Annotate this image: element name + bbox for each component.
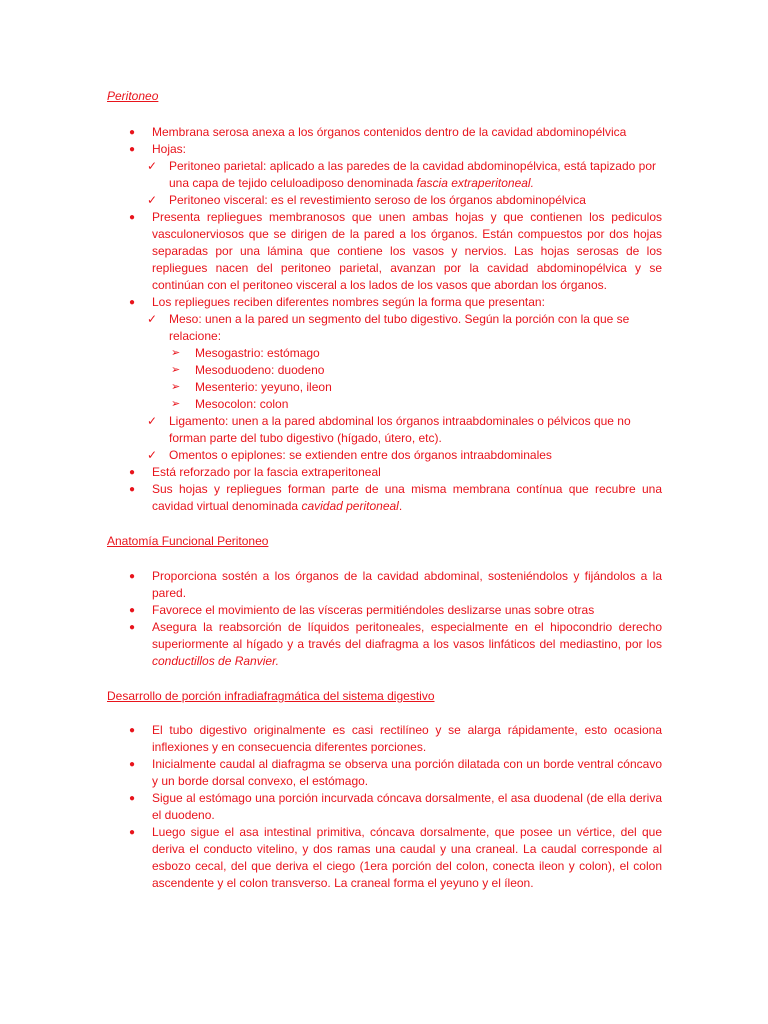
list-item: ● Está reforzado por la fascia extraperitoneal: [129, 465, 381, 479]
list-item: ● Proporciona sostén a los órganos de la cavidad abdominal, sosteniéndolos y fijándolos a la pared.: [129, 569, 662, 600]
bullet-icon: ●: [129, 127, 136, 138]
list-item: ● Sigue al estómago una porción incurvada cóncava dorsalmente, el asa duodenal (de ella deriva el duodeno.: [129, 791, 662, 822]
list-item: ● El tubo digestivo originalmente es casi rectilíneo y se alarga rápidamente, esto ocasiona inflexiones y en consecuencia diferentes porciones.: [129, 723, 662, 754]
arrow-icon: ➢: [171, 347, 181, 359]
desarrollo-list: [107, 722, 662, 892]
sub-list-item: ✓ Omentos o epiplones: se extienden entre dos órganos intraabdominales: [147, 448, 552, 462]
list-item: ● Asegura la reabsorción de líquidos peritoneales, especialmente en el hipocondrio derecho superiormente al hígado y a través del diafragma a los vasos linfáticos del mediastino, por los conductillos de Ranvier.: [129, 620, 662, 668]
check-icon: ✓: [147, 159, 158, 173]
check-icon: ✓: [147, 193, 158, 207]
list-item: ● Luego sigue el asa intestinal primitiva, cóncava dorsalmente, que posee un vértice, del que deriva el conducto vitelino, y dos ramas una caudal y una craneal. La caudal corresponde al esbozo cecal, del que deriva el ciego (1era porción del colon, conecta ileon y colon), el colon ascendente y el colon transverso. La craneal forma el yeyuno y el íleon.: [129, 825, 662, 890]
list-item: ● Los repliegues reciben diferentes nombres según la forma que presentan:: [129, 295, 545, 309]
list-item: ● Presenta repliegues membranosos que unen ambas hojas y que contienen los pediculos vasculonerviosos que se dirigen de la pared a los órganos. Están compuestos por dos hojas separadas por una lámina que contiene los vasos y nervios. Las hojas serosas de los repliegues nacen del peritoneo parietal, avanzan por la cavidad abdominopélvica y se continúan con el peritoneo visceral a los lados de los vasos que abordan los órganos.: [129, 210, 662, 292]
bullet-icon: ●: [129, 622, 136, 633]
bullet-icon: ●: [129, 793, 136, 804]
bullet-icon: ●: [129, 484, 136, 495]
sub-list-item: ✓ Peritoneo visceral: es el revestimiento seroso de los órganos abdominopélvica: [147, 193, 586, 207]
check-icon: ✓: [147, 312, 158, 326]
sub-sub-list-item: ➢ Mesenterio: yeyuno, ileon: [171, 380, 332, 394]
sub-sub-list-item: ➢ Mesocolon: colon: [171, 397, 289, 411]
section-heading-peritoneo: Peritoneo: [107, 89, 159, 103]
list-item: ● Membrana serosa anexa a los órganos contenidos dentro de la cavidad abdominopélvica: [129, 125, 627, 139]
peritoneo-list: [107, 124, 662, 515]
list-item: ● Sus hojas y repliegues forman parte de una misma membrana contínua que recubre una cavidad virtual denominada cavidad peritoneal.: [129, 482, 662, 513]
sub-sub-list-item: ➢ Mesogastrio: estómago: [171, 346, 320, 360]
check-icon: ✓: [147, 448, 158, 462]
section-heading-desarrollo: Desarrollo de porción infradiafragmática del sistema digestivo: [107, 689, 435, 703]
sub-sub-list-item: ➢ Mesoduodeno: duodeno: [171, 363, 325, 377]
sub-list-item: ✓ Ligamento: unen a la pared abdominal los órganos intraabdominales o pélvicos que no forman parte del tubo digestivo (hígado, útero, etc).: [147, 414, 631, 445]
arrow-icon: ➢: [171, 364, 181, 376]
bullet-icon: ●: [129, 605, 136, 616]
arrow-icon: ➢: [171, 398, 181, 410]
anatomia-funcional-list: [107, 568, 662, 670]
bullet-icon: ●: [129, 827, 136, 838]
bullet-icon: ●: [129, 144, 136, 155]
bullet-icon: ●: [129, 571, 136, 582]
bullet-icon: ●: [129, 212, 136, 223]
sub-list-item: ✓ Peritoneo parietal: aplicado a las paredes de la cavidad abdominopélvica, está tapizado por una capa de tejido celuloadiposo denominada fascia extraperitoneal.: [147, 159, 656, 190]
sub-list-item: ✓ Meso: unen a la pared un segmento del tubo digestivo. Según la porción con la que se relacione:: [147, 312, 630, 343]
bullet-icon: ●: [129, 725, 136, 736]
list-item: ● Inicialmente caudal al diafragma se observa una porción dilatada con un borde ventral cóncavo y un borde dorsal convexo, el estómago.: [129, 757, 662, 788]
list-item: ● Favorece el movimiento de las vísceras permitiéndoles deslizarse unas sobre otras: [129, 603, 595, 617]
bullet-icon: ●: [129, 467, 136, 478]
list-item: ● Hojas:: [129, 142, 187, 156]
bullet-icon: ●: [129, 759, 136, 770]
bullet-icon: ●: [129, 297, 136, 308]
arrow-icon: ➢: [171, 381, 181, 393]
check-icon: ✓: [147, 414, 158, 428]
document-body: [107, 88, 662, 892]
section-heading-anatomia-funcional: Anatomía Funcional Peritoneo: [107, 534, 269, 548]
